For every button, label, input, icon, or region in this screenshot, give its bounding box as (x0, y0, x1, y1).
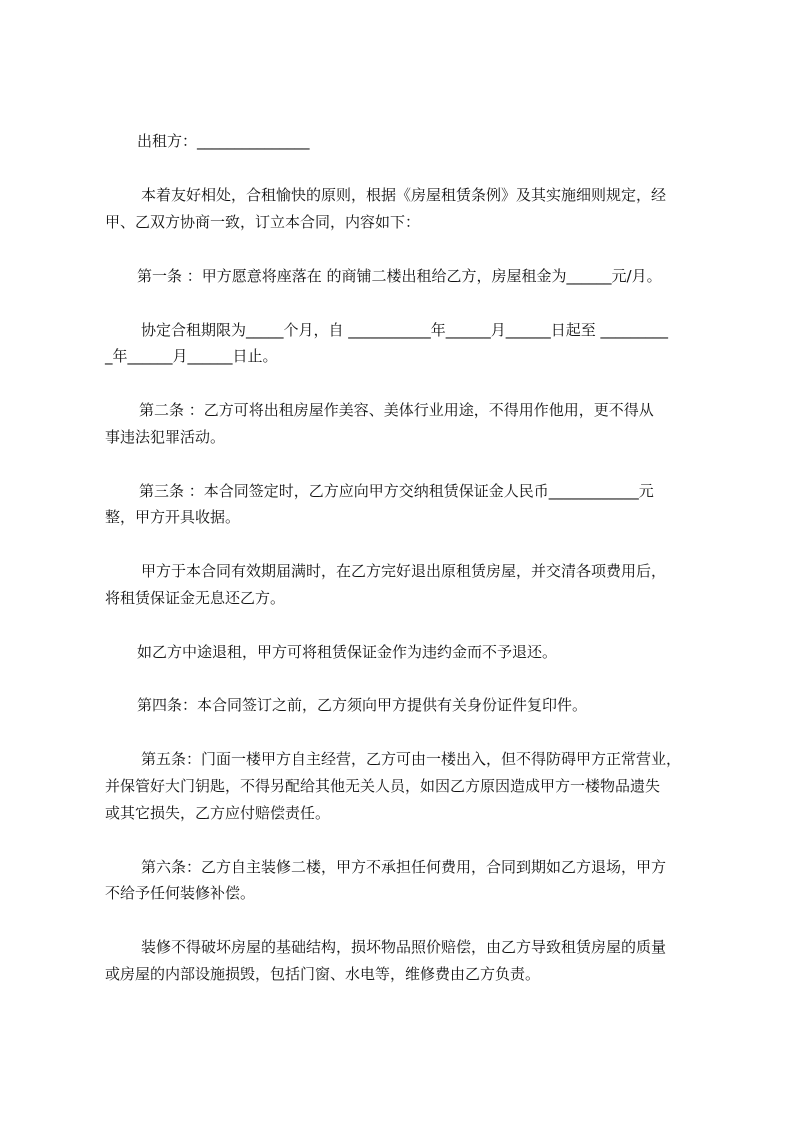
lessor-line: 出租方：_______________ (137, 132, 310, 150)
article-1-line: 第一条 ：甲方愿意将座落在 的商铺二楼出租给乙方，房屋租金为______元/月。 (137, 267, 662, 285)
article-3-line-2: 整，甲方开具收据。 (105, 508, 241, 526)
article-2-line-1: 第二条 ：乙方可将出租房屋作美容、美体行业用途，不得用作他用，更不得从 (139, 401, 654, 419)
lease-term-line-2: _年______月______日止。 (105, 347, 278, 365)
deposit-return-line-1: 甲方于本合同有效期届满时，在乙方完好退出原租赁房屋，并交清各项费用后， (141, 562, 667, 580)
article-2-line-2: 事违法犯罪活动。 (105, 428, 226, 446)
early-termination-line: 如乙方中途退租，甲方可将租赁保证金作为违约金而不予退还。 (137, 643, 558, 661)
article-5-line-2: 并保管好大门钥匙，不得另配给其他无关人员，如因乙方原因造成甲方一楼物品遗失 (105, 777, 661, 795)
preamble-line-2: 甲、乙双方协商一致，订立本合同，内容如下： (105, 213, 421, 231)
article-6-line-1: 第六条：乙方自主装修二楼，甲方不承担任何费用，合同到期如乙方退场，甲方 (141, 858, 667, 876)
article-6-line-2: 不给予任何装修补偿。 (105, 884, 256, 902)
article-5-line-3: 或其它损失，乙方应付赔偿责任。 (105, 804, 331, 822)
article-4-line: 第四条：本合同签订之前，乙方须向甲方提供有关身份证件复印件。 (137, 696, 588, 714)
deposit-return-line-2: 将租赁保证金无息还乙方。 (105, 589, 286, 607)
article-3-line-1: 第三条 ：本合同签定时，乙方应向甲方交纳租赁保证金人民币____________元 (139, 482, 654, 500)
renovation-line-2: 或房屋的内部设施损毁，包括门窗、水电等，维修费由乙方负责。 (105, 965, 541, 983)
preamble-line-1: 本着友好相处，合租愉快的原则，根据《房屋租赁条例》及其实施细则规定，经 (141, 186, 667, 204)
renovation-line-1: 装修不得破坏房屋的基础结构，损坏物品照价赔偿，由乙方导致租赁房屋的质量 (141, 938, 667, 956)
lease-term-line-1: 协定合租期限为_____个月，自 ___________年______月______日起至 _________ (141, 321, 669, 339)
article-5-line-1: 第五条：门面一楼甲方自主经营，乙方可由一楼出入，但不得防碍甲方正常营业， (141, 750, 682, 768)
